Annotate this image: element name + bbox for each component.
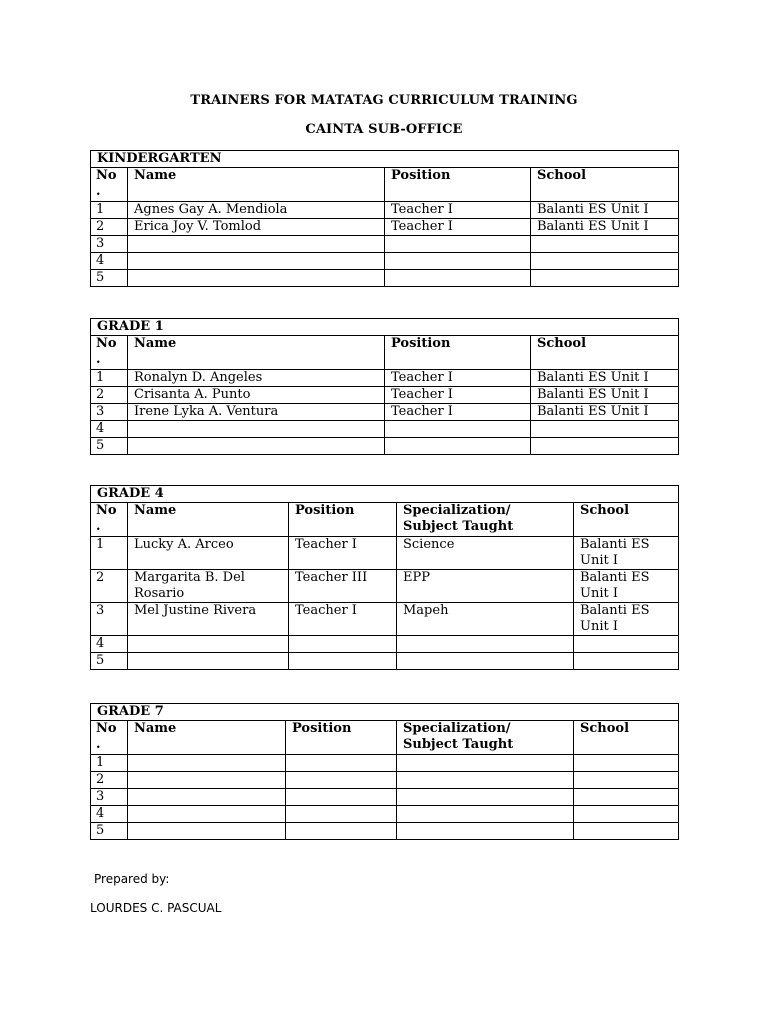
cell-name: Mel Justine Rivera xyxy=(128,603,289,636)
cell-name: Margarita B. Del Rosario xyxy=(128,570,289,603)
cell-specialization: Mapeh xyxy=(397,603,574,636)
col-header-no: No . xyxy=(91,503,128,537)
col-header-position: Position xyxy=(286,721,397,755)
cell-position xyxy=(286,789,397,806)
cell-school xyxy=(531,270,679,287)
cell-position xyxy=(385,253,531,270)
cell-no: 1 xyxy=(91,755,128,772)
cell-school: Balanti ES Unit I xyxy=(531,370,679,387)
cell-position xyxy=(385,421,531,438)
col-header-position: Position xyxy=(385,336,531,370)
cell-no: 1 xyxy=(91,202,128,219)
col-header-school: School xyxy=(531,336,679,370)
preparer-name: LOURDES C. PASCUAL xyxy=(90,901,222,915)
cell-name: Irene Lyka A. Ventura xyxy=(128,404,385,421)
col-header-position: Position xyxy=(385,168,531,202)
cell-school xyxy=(574,755,679,772)
table-row xyxy=(91,438,679,455)
cell-specialization xyxy=(397,636,574,653)
prepared-by-label: Prepared by: xyxy=(94,872,170,886)
cell-name: Ronalyn D. Angeles xyxy=(128,370,385,387)
cell-position xyxy=(286,823,397,840)
section-title: KINDERGARTEN xyxy=(91,151,679,168)
col-header-school: School xyxy=(531,168,679,202)
table-row xyxy=(91,236,679,253)
cell-name: Erica Joy V. Tomlod xyxy=(128,219,385,236)
cell-no: 1 xyxy=(91,537,128,570)
cell-school xyxy=(531,253,679,270)
cell-school: Balanti ES Unit I xyxy=(531,404,679,421)
cell-position: Teacher I xyxy=(385,202,531,219)
col-header-school: School xyxy=(574,721,679,755)
table-row xyxy=(91,537,679,570)
col-header-name: Name xyxy=(128,168,385,202)
cell-school: Balanti ES Unit I xyxy=(531,202,679,219)
cell-name xyxy=(128,755,286,772)
cell-no: 2 xyxy=(91,772,128,789)
cell-no: 4 xyxy=(91,421,128,438)
cell-name xyxy=(128,236,385,253)
cell-name xyxy=(128,421,385,438)
table-row xyxy=(91,636,679,653)
col-header-position: Position xyxy=(289,503,397,537)
table-row xyxy=(91,253,679,270)
cell-no: 5 xyxy=(91,653,128,670)
cell-school: Balanti ES Unit I xyxy=(574,570,679,603)
table-row xyxy=(91,270,679,287)
cell-school xyxy=(574,636,679,653)
cell-school: Balanti ES Unit I xyxy=(574,537,679,570)
cell-specialization xyxy=(397,806,574,823)
cell-name xyxy=(128,823,286,840)
cell-specialization: Science xyxy=(397,537,574,570)
cell-position xyxy=(385,236,531,253)
cell-school xyxy=(574,823,679,840)
cell-position xyxy=(286,772,397,789)
col-header-specialization: Specialization/ Subject Taught xyxy=(397,503,574,537)
cell-name xyxy=(128,772,286,789)
cell-specialization: EPP xyxy=(397,570,574,603)
table-row xyxy=(91,387,679,404)
table-row xyxy=(91,570,679,603)
cell-specialization xyxy=(397,653,574,670)
col-header-school: School xyxy=(574,503,679,537)
cell-name xyxy=(128,653,289,670)
col-header-name: Name xyxy=(128,721,286,755)
cell-name: Agnes Gay A. Mendiola xyxy=(128,202,385,219)
grade4-table xyxy=(90,485,679,670)
cell-no: 2 xyxy=(91,387,128,404)
cell-position: Teacher I xyxy=(289,537,397,570)
cell-school xyxy=(531,438,679,455)
cell-no: 4 xyxy=(91,806,128,823)
cell-school xyxy=(574,789,679,806)
cell-specialization xyxy=(397,772,574,789)
cell-no: 1 xyxy=(91,370,128,387)
cell-position: Teacher III xyxy=(289,570,397,603)
table-row xyxy=(91,202,679,219)
document-subtitle: CAINTA SUB-OFFICE xyxy=(305,122,463,137)
cell-school xyxy=(574,806,679,823)
table-row xyxy=(91,404,679,421)
cell-school xyxy=(574,772,679,789)
col-header-specialization: Specialization/ Subject Taught xyxy=(397,721,574,755)
grade7-table xyxy=(90,703,679,840)
cell-no: 2 xyxy=(91,570,128,603)
col-header-name: Name xyxy=(128,503,289,537)
col-header-no: No . xyxy=(91,168,128,202)
cell-position: Teacher I xyxy=(385,370,531,387)
cell-school: Balanti ES Unit I xyxy=(531,219,679,236)
table-row xyxy=(91,603,679,636)
col-header-no: No . xyxy=(91,336,128,370)
cell-position: Teacher I xyxy=(385,404,531,421)
cell-school xyxy=(574,653,679,670)
table-row xyxy=(91,219,679,236)
cell-no: 4 xyxy=(91,636,128,653)
cell-no: 3 xyxy=(91,603,128,636)
cell-name xyxy=(128,270,385,287)
table-row xyxy=(91,755,679,772)
cell-name: Lucky A. Arceo xyxy=(128,537,289,570)
cell-name xyxy=(128,438,385,455)
cell-name xyxy=(128,806,286,823)
cell-position: Teacher I xyxy=(385,219,531,236)
cell-no: 5 xyxy=(91,270,128,287)
cell-specialization xyxy=(397,755,574,772)
kindergarten-table xyxy=(90,150,679,287)
cell-position: Teacher I xyxy=(289,603,397,636)
table-row xyxy=(91,772,679,789)
section-title: GRADE 7 xyxy=(91,704,679,721)
cell-no: 3 xyxy=(91,236,128,253)
cell-name xyxy=(128,636,289,653)
section-title: GRADE 1 xyxy=(91,319,679,336)
section-title: GRADE 4 xyxy=(91,486,679,503)
cell-position xyxy=(385,438,531,455)
grade1-table xyxy=(90,318,679,455)
cell-no: 4 xyxy=(91,253,128,270)
document-title: TRAINERS FOR MATATAG CURRICULUM TRAINING xyxy=(190,93,578,108)
table-row xyxy=(91,823,679,840)
cell-school: Balanti ES Unit I xyxy=(531,387,679,404)
cell-school: Balanti ES Unit I xyxy=(574,603,679,636)
cell-position xyxy=(286,755,397,772)
cell-position xyxy=(286,806,397,823)
table-row xyxy=(91,421,679,438)
cell-school xyxy=(531,421,679,438)
cell-no: 5 xyxy=(91,438,128,455)
cell-position: Teacher I xyxy=(385,387,531,404)
cell-school xyxy=(531,236,679,253)
table-row xyxy=(91,806,679,823)
col-header-no: No . xyxy=(91,721,128,755)
cell-name xyxy=(128,253,385,270)
cell-name xyxy=(128,789,286,806)
cell-position xyxy=(385,270,531,287)
cell-no: 5 xyxy=(91,823,128,840)
cell-specialization xyxy=(397,789,574,806)
table-row xyxy=(91,653,679,670)
cell-no: 3 xyxy=(91,404,128,421)
cell-position xyxy=(289,653,397,670)
cell-specialization xyxy=(397,823,574,840)
table-row xyxy=(91,789,679,806)
cell-name: Crisanta A. Punto xyxy=(128,387,385,404)
cell-position xyxy=(289,636,397,653)
table-row xyxy=(91,370,679,387)
cell-no: 3 xyxy=(91,789,128,806)
cell-no: 2 xyxy=(91,219,128,236)
col-header-name: Name xyxy=(128,336,385,370)
